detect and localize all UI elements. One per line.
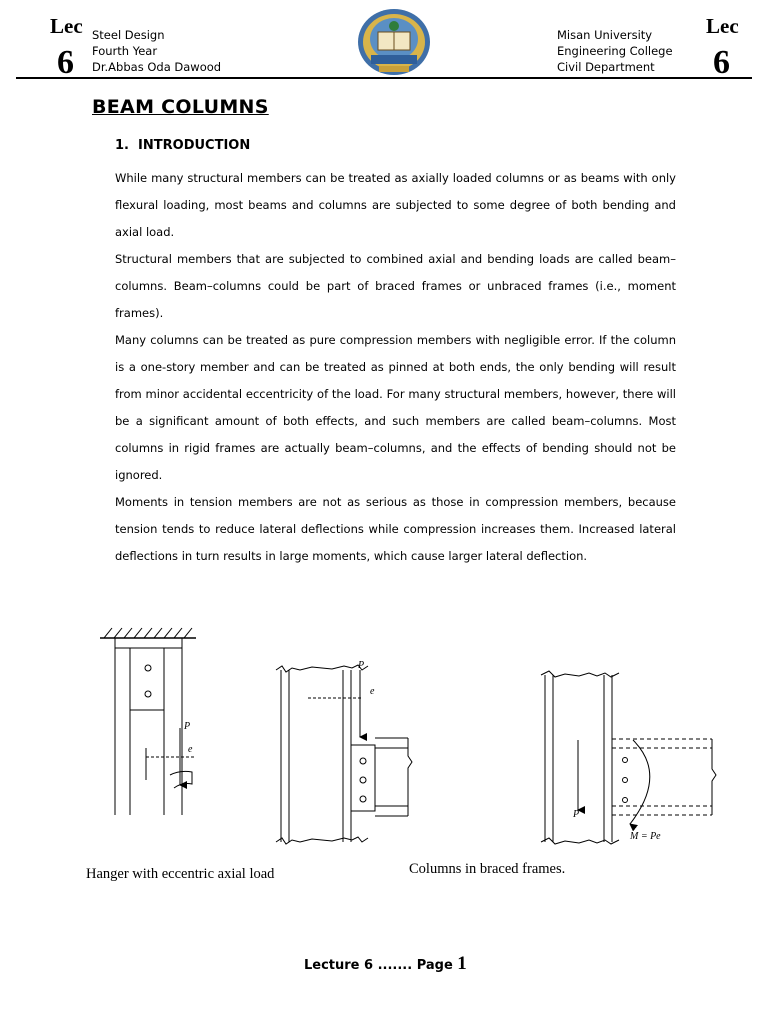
university-name: Misan University bbox=[557, 28, 653, 42]
moment-arrow bbox=[630, 740, 650, 824]
course-name: Steel Design bbox=[92, 28, 165, 42]
body-text bbox=[115, 165, 676, 570]
institution-info bbox=[557, 27, 673, 75]
footer-text: Lecture 6 ....... Page bbox=[304, 958, 458, 973]
course-info bbox=[92, 27, 221, 75]
section-heading bbox=[115, 138, 250, 153]
paragraph: Structural members that are subjected to combined axial and bending loads are called beam–columns. Beam–columns could be part of braced frames or unbraced frames (i.e., moment frames). bbox=[115, 252, 676, 320]
page-number: 1 bbox=[457, 953, 467, 974]
bolt-hole bbox=[360, 758, 366, 764]
lec-number-right: 6 bbox=[713, 44, 730, 81]
load-label-hanger: P bbox=[184, 721, 191, 732]
paragraph: Moments in tension members are not as serious as those in compression members, because tension tends to reduce lateral deflections while compression increases them. Increased lateral deflections in turn results in large moments, which cause larger lateral deflection. bbox=[115, 495, 676, 563]
bolt-hole bbox=[623, 798, 628, 803]
page-title: BEAM COLUMNS bbox=[92, 96, 269, 118]
lec-label-right: Lec bbox=[706, 14, 739, 38]
angle-section bbox=[170, 771, 192, 788]
load-label-bracket: P bbox=[358, 660, 365, 671]
college-name: Engineering College bbox=[557, 44, 673, 58]
caption-columns: Columns in braced frames. bbox=[409, 861, 566, 877]
bolt-hole bbox=[623, 778, 628, 783]
caption-hanger: Hanger with eccentric axial load bbox=[86, 866, 275, 882]
load-label-moment: P bbox=[573, 809, 580, 820]
lec-number-left: 6 bbox=[57, 44, 74, 81]
eccentricity-label-hanger: e bbox=[188, 744, 193, 755]
instructor-name: Dr.Abbas Oda Dawood bbox=[92, 60, 222, 74]
section-title: INTRODUCTION bbox=[138, 138, 251, 153]
column-bracket-diagram bbox=[276, 665, 412, 844]
eccentricity-label-bracket: e bbox=[370, 686, 375, 697]
bolt-hole bbox=[623, 758, 628, 763]
course-year: Fourth Year bbox=[92, 44, 158, 58]
beam-column-figure bbox=[0, 610, 768, 870]
university-logo bbox=[357, 8, 431, 76]
paragraph: Many columns can be treated as pure compression members with negligible error. If the column is a one-story member and can be treated as pinned at both ends, the only bending will result from minor accidental eccentricity of the load. For many structural members, however, there will be a significant amount of both effects, and such members are called beam–columns. Most columns in rigid frames are actually beam–columns, and the effects of bending should not be ignored. bbox=[115, 333, 676, 482]
bolt-hole bbox=[145, 665, 151, 671]
page-footer bbox=[304, 953, 467, 975]
bolt-hole bbox=[145, 691, 151, 697]
lec-label-left: Lec bbox=[50, 14, 83, 38]
section-number: 1. bbox=[115, 138, 129, 153]
bolt-hole bbox=[360, 777, 366, 783]
column-moment-diagram bbox=[541, 671, 716, 844]
paragraph: While many structural members can be treated as axially loaded columns or as beams with only flexural loading, most beams and columns are subjected to some degree of both bending and axial load. bbox=[115, 171, 676, 239]
ceiling-support bbox=[100, 628, 196, 638]
moment-label: M = Pe bbox=[630, 831, 661, 842]
department-name: Civil Department bbox=[557, 60, 655, 74]
hanger-diagram bbox=[100, 628, 196, 815]
bolt-hole bbox=[360, 796, 366, 802]
header-rule bbox=[16, 77, 752, 79]
